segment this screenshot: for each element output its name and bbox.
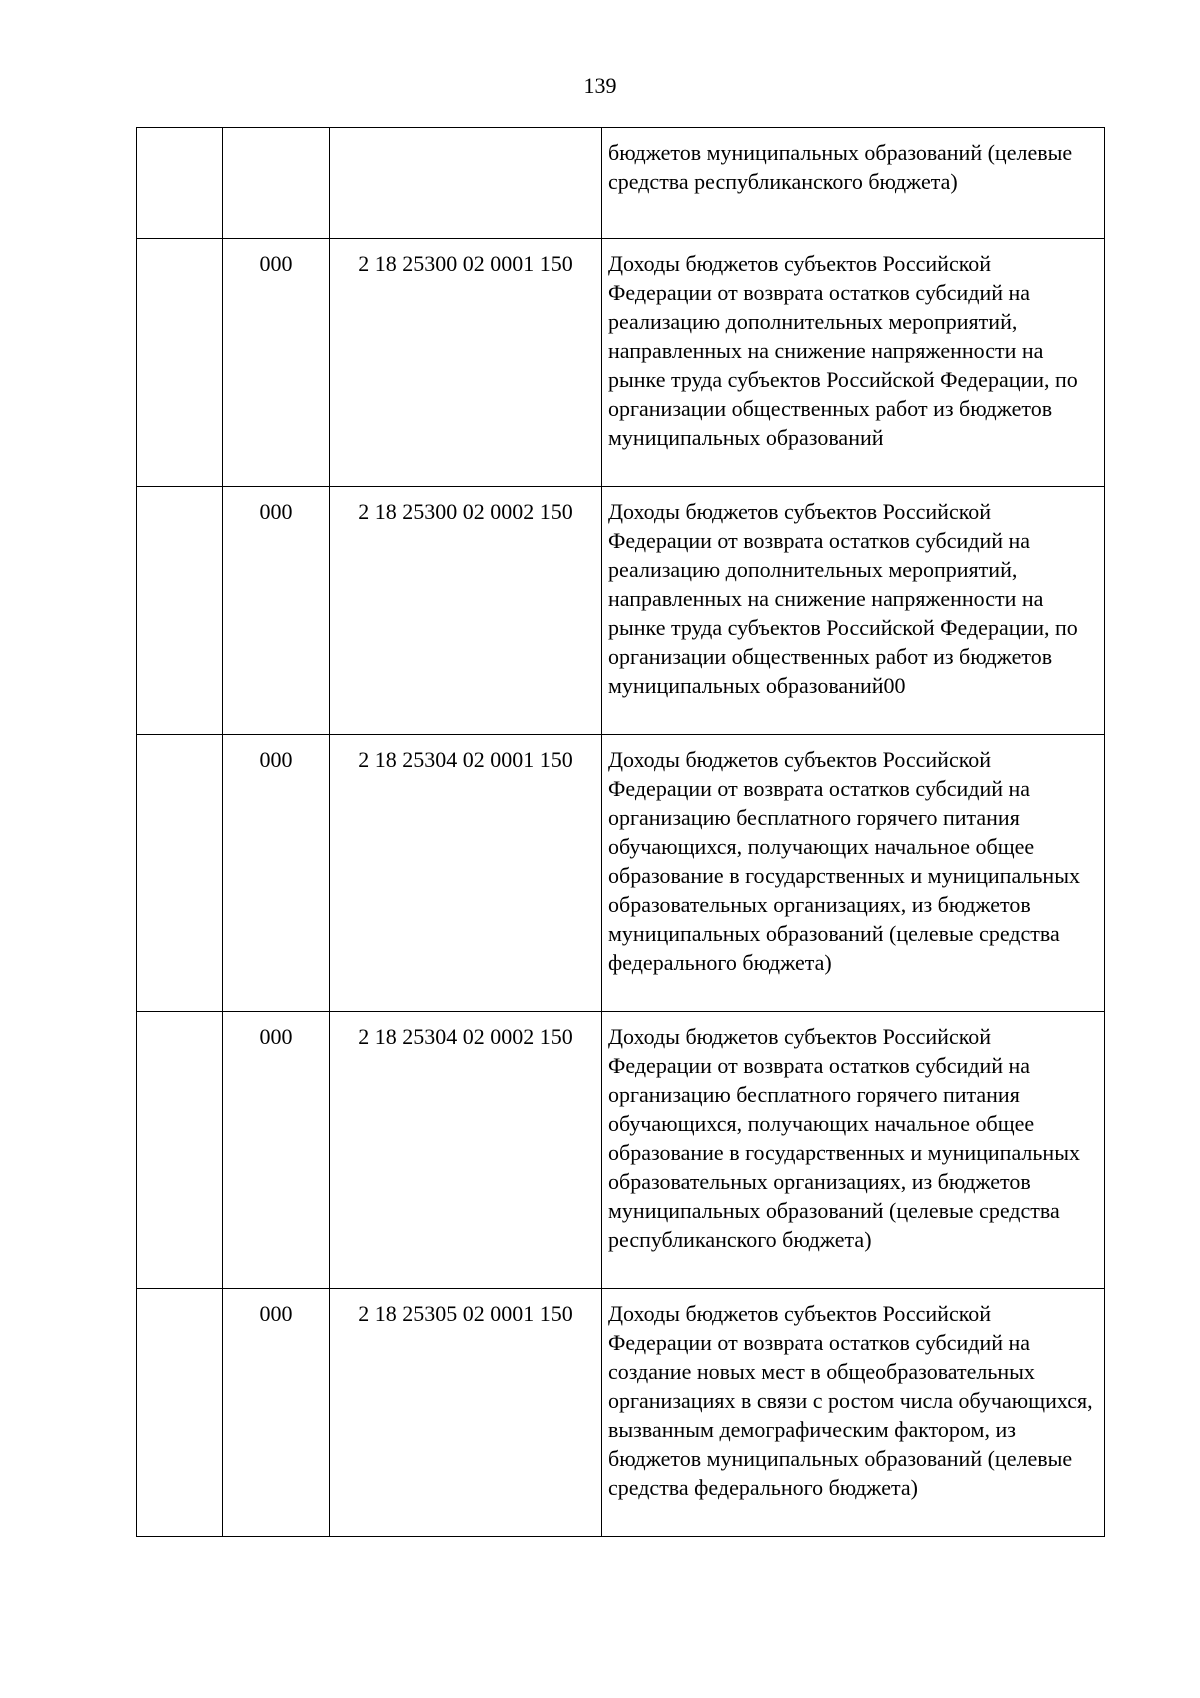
budget-code-cell: 2 18 25304 02 0002 150 bbox=[330, 1012, 602, 1289]
blank-cell bbox=[137, 1012, 223, 1289]
blank-cell bbox=[137, 128, 223, 239]
budget-code-cell: 2 18 25305 02 0001 150 bbox=[330, 1289, 602, 1537]
table-row bbox=[137, 735, 1105, 1012]
budget-code-cell: 2 18 25300 02 0001 150 bbox=[330, 239, 602, 487]
admin-code-cell bbox=[223, 128, 330, 239]
income-name-cell: Доходы бюджетов субъектов Российской Федерации от возврата остатков субсидий на реализацию дополнительных мероприятий, направленных на снижение напряженности на рынке труда субъектов Российской Федерации, по организации общественных работ из бюджетов муниципальных образований bbox=[602, 239, 1105, 487]
table-row bbox=[137, 1012, 1105, 1289]
income-name-cell: бюджетов муниципальных образований (целевые средства республиканского бюджета) bbox=[602, 128, 1105, 239]
admin-code-cell: 000 bbox=[223, 487, 330, 735]
blank-cell bbox=[137, 735, 223, 1012]
admin-code-cell: 000 bbox=[223, 239, 330, 487]
table-row bbox=[137, 487, 1105, 735]
income-name-cell: Доходы бюджетов субъектов Российской Федерации от возврата остатков субсидий на создание новых мест в общеобразовательных организациях в связи с ростом числа обучающихся, вызванным демографическим фактором, из бюджетов муниципальных образований (целевые средства федерального бюджета) bbox=[602, 1289, 1105, 1537]
blank-cell bbox=[137, 487, 223, 735]
admin-code-cell: 000 bbox=[223, 1012, 330, 1289]
blank-cell bbox=[137, 1289, 223, 1537]
budget-code-cell bbox=[330, 128, 602, 239]
table-row bbox=[137, 1289, 1105, 1537]
budget-classification-table bbox=[136, 127, 1105, 1537]
budget-code-cell: 2 18 25304 02 0001 150 bbox=[330, 735, 602, 1012]
income-name-cell: Доходы бюджетов субъектов Российской Федерации от возврата остатков субсидий на организацию бесплатного горячего питания обучающихся, получающих начальное общее образование в государственных и муниципальных образовательных организациях, из бюджетов муниципальных образований (целевые средства федерального бюджета) bbox=[602, 735, 1105, 1012]
blank-cell bbox=[137, 239, 223, 487]
income-name-cell: Доходы бюджетов субъектов Российской Федерации от возврата остатков субсидий на реализацию дополнительных мероприятий, направленных на снижение напряженности на рынке труда субъектов Российской Федерации, по организации общественных работ из бюджетов муниципальных образований00 bbox=[602, 487, 1105, 735]
admin-code-cell: 000 bbox=[223, 1289, 330, 1537]
admin-code-cell: 000 bbox=[223, 735, 330, 1012]
table-row bbox=[137, 128, 1105, 239]
page-number: 139 bbox=[583, 73, 617, 98]
table-row bbox=[137, 239, 1105, 487]
budget-code-cell: 2 18 25300 02 0002 150 bbox=[330, 487, 602, 735]
income-name-cell: Доходы бюджетов субъектов Российской Федерации от возврата остатков субсидий на организацию бесплатного горячего питания обучающихся, получающих начальное общее образование в государственных и муниципальных образовательных организациях, из бюджетов муниципальных образований (целевые средства республиканского бюджета) bbox=[602, 1012, 1105, 1289]
